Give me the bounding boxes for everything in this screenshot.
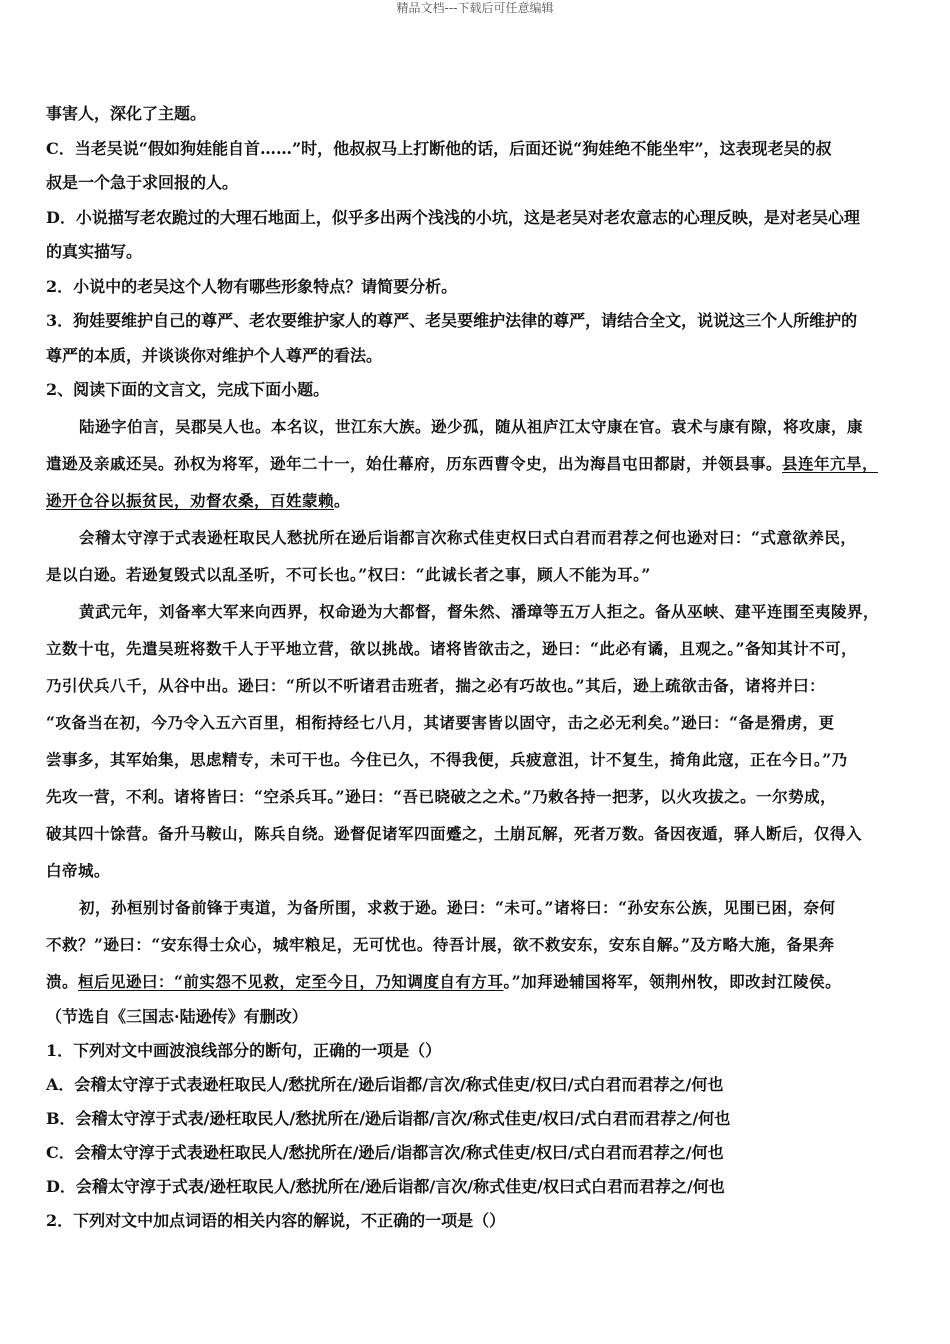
passage-line xyxy=(46,482,906,519)
underlined-text: 桓后见逊曰：“前实怨不见救，定至今日，乃知调度自有方耳 xyxy=(78,971,504,991)
question-2-stem: 2．下列对文中加点词语的相关内容的解说，不正确的一项是（） xyxy=(46,1210,506,1230)
passage-line: 会稽太守淳于式表逊枉取民人愁扰所在逊后诣都言次称式佳吏权曰式白君而君荐之何也逊对曰：“式意欲养民， xyxy=(79,527,857,547)
section-heading: 2、阅读下面的文言文，完成下面小题。 xyxy=(46,380,330,399)
text-line: 事害人，深化了主题。 xyxy=(46,104,207,123)
passage-line: 白帝城。 xyxy=(46,860,111,880)
page-header: 精品文档---下载后可任意编辑 xyxy=(396,1,554,15)
intro-section xyxy=(46,97,906,408)
question-1: 1．下列对文中画波浪线部分的断句，正确的一项是（） xyxy=(46,1040,442,1060)
passage-line: “攻备当在初，今乃令入五六百里，相衔持经七八月，其诸要害皆以固守，击之必无利矣。”逊曰：“备是猾虏，更 xyxy=(46,712,835,732)
text-line: 叔是一个急于求回报的人。 xyxy=(46,173,239,192)
passage-text: 。 xyxy=(334,490,351,510)
option-a: A．会稽太守淳于式表逊枉取民人/愁扰所在/逊后诣都/言次/称式佳吏/权曰/式白君而君荐之/何也 xyxy=(46,1074,724,1094)
question-2: 2．小说中的老吴这个人物有哪些形象特点？请简要分析。 xyxy=(46,276,458,296)
passage-line: 初，孙桓别讨备前锋于夷道，为备所围，求救于逊。逊曰：“未可。”诸将曰：“孙安东公族，见围已困，奈何 xyxy=(79,897,836,917)
passage-text: 。”加拜逊辅国将军，领荆州牧，即改封江陵侯。 xyxy=(503,971,842,991)
passage-line: 是以白逊。若逊复毁式以乱圣听，不可长也。”权曰：“此诚长者之事，顾人不能为耳。” xyxy=(46,564,651,584)
passage-line: 黄武元年，刘备率大军来向西界，权命逊为大都督，督朱然、潘璋等五万人拒之。备从巫峡、建平连围至夷陵界， xyxy=(79,601,880,621)
passage-text: 溃。 xyxy=(46,971,79,991)
option-d-line: D．小说描写老农跪过的大理石地面上，似乎多出两个浅浅的小坑，这是老吴对老农意志的心理反映，是对老吴心理 xyxy=(46,207,860,227)
text-line: 的真实描写。 xyxy=(46,242,143,261)
underlined-text: 逊开仓谷以振贫民，劝督农桑，百姓蒙赖 xyxy=(46,490,335,510)
option-d: D．会稽太守淳于式表/逊枉取民人/愁扰所在/逊后诣都/言次/称式佳吏/权曰式白君而君荐之/何也 xyxy=(46,1176,725,1196)
passage-line: 立数十屯，先遣吴班将数千人于平地立营，欲以挑战。诸将皆欲击之，逊曰：“此必有谲，且观之。”备知其计不可， xyxy=(46,638,858,658)
document-body xyxy=(46,97,906,1238)
passage-line: 乃引伏兵八千，从谷中出。逊曰：“所以不听诸君击班者，揣之必有巧故也。”其后，逊上疏欲击备，诸将并曰： xyxy=(46,675,826,695)
passage-source: （节选自《三国志·陆逊传》有删改） xyxy=(46,1006,308,1026)
passage-line: 先攻一营，不利。诸将皆曰：“空杀兵耳。”逊曰：“吾已晓破之之术。”乃敕各持一把茅，以火攻拔之。一尔势成， xyxy=(46,786,837,806)
passage-line: 不救？”逊曰：“安东得士众心，城牢粮足，无可忧也。待吾计展，欲不救安东，安东自解。”及方略大施，备果奔 xyxy=(46,934,835,954)
classical-passage xyxy=(46,408,906,1034)
passage-text: 遣逊及亲戚还吴。孙权为将军，逊年二十一，始仕幕府，历东西曹令史，出为海昌屯田都尉，并领县事。 xyxy=(46,453,783,473)
passage-line: 尝事多，其军始集，思虑精专，未可干也。今住已久，不得我便，兵疲意沮，计不复生，掎角此寇，正在今日。”乃 xyxy=(46,749,848,769)
option-c-line: C．当老吴说“假如狗娃能自首……”时，他叔叔马上打断他的话，后面还说“狗娃绝不能坐牢”，这表现老吴的叔 xyxy=(46,138,832,158)
passage-line: 破其四十馀营。备升马鞍山，陈兵自绕。逊督促诸军四面蹙之，土崩瓦解，死者万数。备因夜遁，驿人断后，仅得入 xyxy=(46,823,863,843)
underlined-text: 县连年亢旱， xyxy=(782,453,879,473)
questions-section xyxy=(46,1034,906,1238)
passage-line xyxy=(46,445,906,482)
passage-line: 陆逊字伯言，吴郡吴人也。本名议，世江东大族。逊少孤，随从祖庐江太守康在官。袁术与康有隙，将攻康，康 xyxy=(79,416,864,436)
option-b: B．会稽太守淳于式表/逊枉取民人/愁扰所在/逊后诣都/言次/称式佳吏/权曰/式白君而君荐之/何也 xyxy=(46,1108,731,1128)
text-line: 尊严的本质，并谈谈你对维护个人尊严的看法。 xyxy=(46,345,383,365)
passage-line xyxy=(46,963,906,1000)
option-c: C．会稽太守淳于式表逊枉取民人/愁扰所在/逊后/诣都言次/称式佳吏/权曰/式白君而君荐之/何也 xyxy=(46,1142,724,1162)
question-3: 3．狗娃要维护自己的尊严、老农要维护家人的尊严、老吴要维护法律的尊严，请结合全文，说说这三个人所维护的 xyxy=(46,311,858,330)
